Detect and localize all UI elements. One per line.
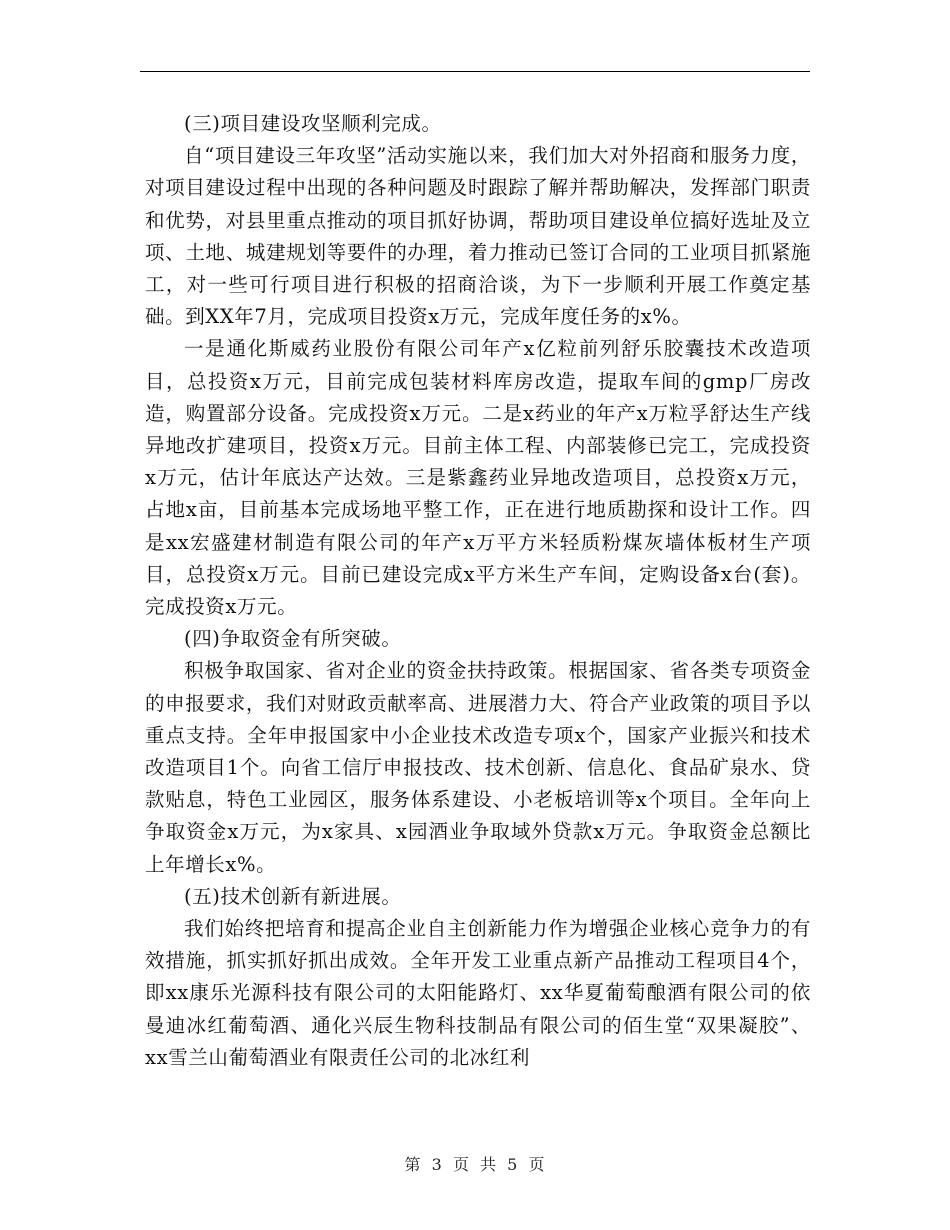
document-body — [145, 108, 811, 1074]
footer-current-page: 3 — [431, 1155, 443, 1174]
footer-suffix: 页 — [528, 1155, 546, 1174]
footer-total-pages: 5 — [507, 1155, 519, 1174]
paragraph-innovation: 我们始终把培育和提高企业自主创新能力作为增强企业核心竞争力的有效措施，抓实抓好抓出成效。全年开发工业重点新产品推动工程项目4个，即xx康乐光源科技有限公司的太阳能路灯、xx华夏葡萄酿酒有限公司的依曼迪冰红葡萄酒、通化兴辰生物科技制品有限公司的佰生堂“双果凝胶”、xx雪兰山葡萄酒业有限责任公司的北冰红利 — [145, 917, 811, 1069]
page-footer — [0, 1152, 950, 1175]
footer-page-label: 页 — [452, 1155, 470, 1174]
section-heading-4: (四)争取资金有所突破。 — [184, 627, 402, 651]
header-rule — [140, 71, 810, 72]
paragraph-project-details: 一是通化斯威药业股份有限公司年产x亿粒前列舒乐胶囊技术改造项目，总投资x万元，目前完成包装材料库房改造，提取车间的gmp厂房改造，购置部分设备。完成投资x万元。二是x药业的年产x万粒孚舒达生产线异地改扩建项目，投资x万元。目前主体工程、内部装修已完工，完成投资x万元，估计年底达产达效。三是紫鑫药业异地改造项目，总投资x万元，占地x亩，目前基本完成场地平整工作，正在进行地质勘探和设计工作。四是xx宏盛建材制造有限公司的年产x万平方米轻质粉煤灰墙体板材生产项目，总投资x万元。目前已建设完成x平方米生产车间，定购设备x台(套)。完成投资x万元。 — [145, 337, 811, 619]
footer-total-label: 共 — [480, 1155, 498, 1174]
section-heading-3: (三)项目建设攻坚顺利完成。 — [184, 112, 442, 135]
paragraph-project-overview: 自“项目建设三年攻坚”活动实施以来，我们加大对外招商和服务力度，对项目建设过程中出现的各种问题及时跟踪了解并帮助解决，发挥部门职责和优势，对县里重点推动的项目抓好协调，帮助项目建设单位搞好选址及立项、土地、城建规划等要件的办理，着力推动已签订合同的工业项目抓紧施工，对一些可行项目进行积极的招商洽谈，为下一步顺利开展工作奠定基础。到XX年7月，完成项目投资x万元，完成年度任务的x%。 — [145, 144, 811, 329]
paragraph-funding: 积极争取国家、省对企业的资金扶持政策。根据国家、省各类专项资金的申报要求，我们对财政贡献率高、进展潜力大、符合产业政策的项目予以重点支持。全年申报国家中小企业技术改造专项x个，国家产业振兴和技术改造项目1个。向省工信厅申报技改、技术创新、信息化、食品矿泉水、贷款贴息，特色工业园区，服务体系建设、小老板培训等x个项目。全年向上争取资金x万元，为x家具、x园酒业争取域外贷款x万元。争取资金总额比上年增长x%。 — [145, 659, 811, 876]
section-heading-5: (五)技术创新有新进展。 — [184, 884, 402, 908]
footer-prefix: 第 — [404, 1155, 422, 1174]
